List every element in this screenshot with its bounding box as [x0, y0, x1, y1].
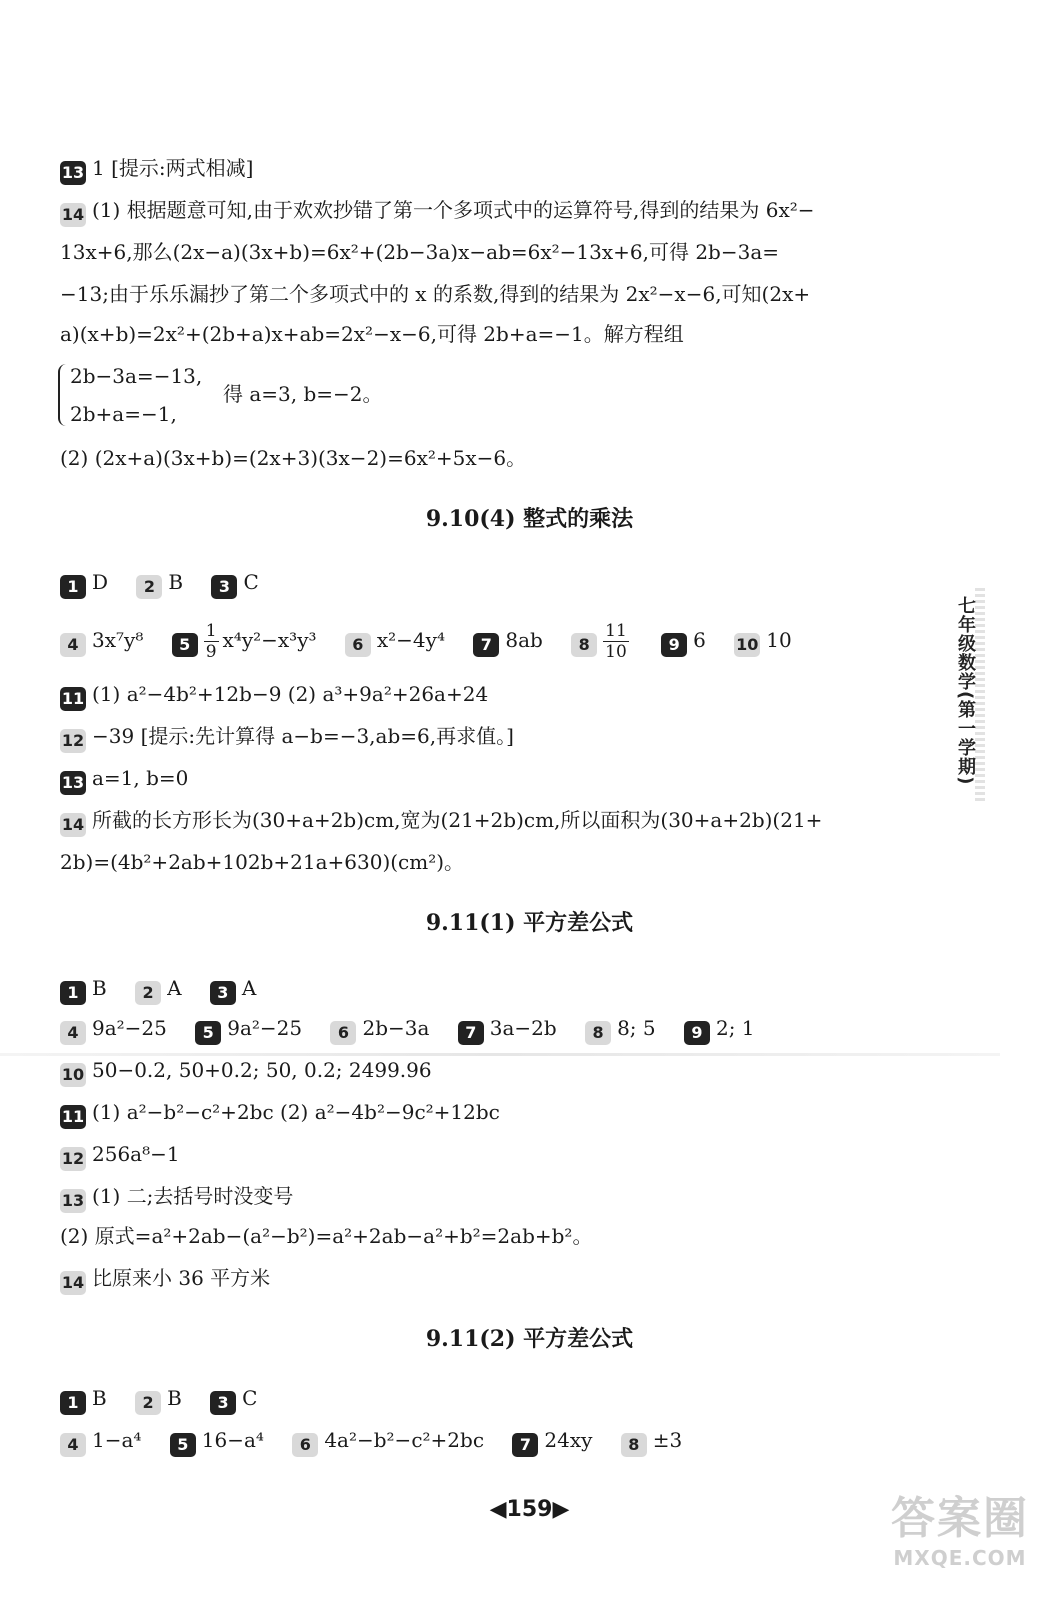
- side-label: 七年级数学(第一学期): [955, 596, 976, 786]
- answer-item: [60, 1014, 167, 1045]
- answer-14: [60, 806, 822, 837]
- answer-text: 1−a⁴: [92, 1428, 142, 1452]
- section-title: 9.11(2) 平方差公式: [425, 1326, 634, 1352]
- fraction-numerator: 11: [605, 621, 627, 641]
- answer-text: (1) a²−4b²+12b−9 (2) a³+9a²+26a+24: [92, 682, 489, 706]
- answer-item: [60, 1384, 107, 1415]
- answer-text: ±3: [652, 1428, 683, 1452]
- fraction-denominator: 10: [605, 642, 627, 662]
- answer-item: [135, 1384, 182, 1415]
- fraction: [603, 621, 629, 662]
- question-number-badge: 14: [60, 813, 86, 837]
- question-number-badge: 14: [60, 1271, 86, 1295]
- answer-row: [60, 1426, 704, 1457]
- answer-text: 24xy: [544, 1428, 593, 1452]
- question-number-badge: 12: [60, 1147, 86, 1171]
- system-result: 得 a=3, b=−2。: [223, 382, 383, 406]
- answer-13: [60, 764, 188, 795]
- answer-item: [60, 1426, 141, 1457]
- answer-13-top: [60, 154, 253, 185]
- fraction-numerator: 1: [205, 621, 217, 641]
- answer-item: [210, 1384, 257, 1415]
- answer-text: A: [167, 976, 182, 1000]
- answer-item: [210, 974, 256, 1005]
- answer-text: a=1, b=0: [92, 766, 189, 790]
- answer-item: [512, 1426, 592, 1457]
- answer-item: [684, 1014, 755, 1045]
- answer-item: [211, 568, 258, 599]
- question-number-badge: 3: [211, 575, 237, 599]
- answer-10: [60, 1056, 432, 1087]
- answer-text: 3x⁷y⁸: [92, 628, 144, 652]
- answer-14-line4: a)(x+b)=2x²+(2b+a)x+ab=2x²−x−6,可得 2b+a=−1。解方程组: [60, 322, 684, 346]
- question-number-badge: 1: [60, 1391, 86, 1415]
- question-number-badge: 13: [60, 161, 86, 185]
- answer-item: [661, 620, 706, 660]
- answer-item: [292, 1426, 484, 1457]
- answer-row: [60, 568, 281, 599]
- answer-text: B: [167, 1386, 182, 1410]
- answer-item: [136, 568, 183, 599]
- question-number-badge: 12: [60, 729, 86, 753]
- watermark-en: MXQE.COM: [893, 1546, 1027, 1570]
- answer-text: C: [242, 1386, 258, 1410]
- page-number: ◀159▶: [489, 1497, 570, 1522]
- answer-13: [60, 1182, 293, 1213]
- section-title: 9.10(4) 整式的乘法: [425, 506, 634, 532]
- watermark-cn: 答案圈: [891, 1493, 1029, 1544]
- answer-item: [60, 568, 108, 599]
- answer-text: (1) 二;去括号时没变号: [92, 1184, 294, 1208]
- answer-item: [345, 620, 445, 660]
- answer-row: [60, 1014, 777, 1045]
- answer-14-line5: (2) (2x+a)(3x+b)=(2x+3)(3x−2)=6x²+5x−6。: [60, 446, 527, 470]
- answer-14-line2: 2b)=(4b²+2ab+102b+21a+630)(cm²)。: [60, 850, 465, 874]
- answer-text: C: [243, 570, 259, 594]
- answer-text: B: [92, 1386, 107, 1410]
- answer-text: 所截的长方形长为(30+a+2b)cm,宽为(21+2b)cm,所以面积为(30+a+2b)(21+: [92, 808, 823, 832]
- question-number-badge: 9: [661, 633, 687, 657]
- answer-text: 9a²−25: [92, 1016, 167, 1040]
- answer-text: 6: [693, 628, 706, 652]
- fraction-denominator: 9: [205, 642, 217, 662]
- answer-item: [734, 620, 791, 660]
- question-number-badge: 2: [135, 981, 161, 1005]
- question-number-badge: 6: [345, 633, 371, 657]
- answer-11: [60, 1098, 500, 1129]
- answer-row: [60, 974, 278, 1005]
- question-number-badge: 5: [170, 1433, 196, 1457]
- system-eq1: 2b−3a=−13,: [70, 364, 203, 388]
- answer-text: 1 [提示:两式相减]: [92, 156, 254, 180]
- answer-text: 2b−3a: [362, 1016, 430, 1040]
- answer-item: [458, 1014, 557, 1045]
- answer-text: 256a⁸−1: [92, 1142, 180, 1166]
- answer-14-line3: −13;由于乐乐漏抄了第二个多项式中的 x 的系数,得到的结果为 2x²−x−6,可知(2x+: [60, 282, 811, 306]
- answer-text: 4a²−b²−c²+2bc: [324, 1428, 485, 1452]
- question-number-badge: 8: [571, 633, 597, 657]
- question-number-badge: 5: [172, 633, 198, 657]
- answer-item: [473, 620, 542, 660]
- question-number-badge: 8: [621, 1433, 647, 1457]
- question-number-badge: 11: [60, 687, 86, 711]
- question-number-badge: 7: [458, 1021, 484, 1045]
- answer-item: [330, 1014, 429, 1045]
- answer-item: [571, 620, 633, 662]
- question-number-badge: 13: [60, 771, 86, 795]
- question-number-badge: 4: [60, 1433, 86, 1457]
- question-number-badge: 4: [60, 1021, 86, 1045]
- answer-item: [60, 974, 107, 1005]
- answer-text: A: [241, 976, 257, 1000]
- answer-14: [60, 1264, 270, 1295]
- answer-14-line1: [60, 196, 815, 227]
- answer-text: 9a²−25: [227, 1016, 303, 1040]
- section-title: 9.11(1) 平方差公式: [425, 910, 634, 936]
- answer-text: 16−a⁴: [201, 1428, 264, 1452]
- answer-14-line2: 13x+6,那么(2x−a)(3x+b)=6x²+(2b−3a)x−ab=6x²−13x+6,可得 2b−3a=: [60, 240, 780, 264]
- answer-item: [621, 1426, 682, 1457]
- question-number-badge: 2: [135, 1391, 161, 1415]
- question-number-badge: 13: [60, 1189, 86, 1213]
- answer-13-line2: (2) 原式=a²+2ab−(a²−b²)=a²+2ab−a²+b²=2ab+b²。: [60, 1224, 593, 1248]
- answer-text: 比原来小 36 平方米: [92, 1266, 271, 1290]
- answer-text: 8; 5: [617, 1016, 656, 1040]
- answer-item: [172, 620, 317, 662]
- answer-item: [170, 1426, 264, 1457]
- brace-icon: [58, 364, 68, 426]
- answer-11: [60, 680, 488, 711]
- answer-text: D: [92, 570, 109, 594]
- question-number-badge: 11: [60, 1105, 86, 1129]
- question-number-badge: 3: [210, 1391, 236, 1415]
- answer-item: [195, 1014, 302, 1045]
- watermark-logo: [885, 1482, 1035, 1582]
- answer-item: [60, 620, 143, 660]
- answer-text: 8ab: [505, 628, 543, 652]
- question-number-badge: 1: [60, 981, 86, 1005]
- answer-text: (1) 根据题意可知,由于欢欢抄错了第一个多项式中的运算符号,得到的结果为 6x²−: [92, 198, 815, 222]
- answer-text: 50−0.2, 50+0.2; 50, 0.2; 2499.96: [92, 1058, 432, 1082]
- question-number-badge: 5: [195, 1021, 221, 1045]
- question-number-badge: 7: [512, 1433, 538, 1457]
- answer-text: 10: [766, 628, 792, 652]
- question-number-badge: 14: [60, 203, 86, 227]
- answer-text: (1) a²−b²−c²+2bc (2) a²−4b²−9c²+12bc: [92, 1100, 500, 1124]
- question-number-badge: 10: [734, 633, 760, 657]
- question-number-badge: 1: [60, 575, 86, 599]
- fraction: [204, 621, 219, 662]
- answer-text: −39 [提示:先计算得 a−b=−3,ab=6,再求值。]: [92, 724, 514, 748]
- answer-12: [60, 722, 514, 753]
- system-eq2: 2b+a=−1,: [70, 402, 177, 426]
- question-number-badge: 8: [585, 1021, 611, 1045]
- question-number-badge: 10: [60, 1063, 86, 1087]
- question-number-badge: 6: [330, 1021, 356, 1045]
- answer-text: 3a−2b: [489, 1016, 557, 1040]
- answer-item: [135, 974, 181, 1005]
- question-number-badge: 6: [292, 1433, 318, 1457]
- question-number-badge: 7: [473, 633, 499, 657]
- answer-text: B: [92, 976, 107, 1000]
- answer-item: [585, 1014, 656, 1045]
- answer-text: x⁴y²−x³y³: [222, 628, 317, 652]
- question-number-badge: 2: [136, 575, 162, 599]
- question-number-badge: 4: [60, 633, 86, 657]
- question-number-badge: 9: [684, 1021, 710, 1045]
- answer-12: [60, 1140, 180, 1171]
- answer-row: [60, 620, 814, 662]
- question-number-badge: 3: [210, 981, 236, 1005]
- answer-text: x²−4y⁴: [376, 628, 445, 652]
- answer-row: [60, 1384, 279, 1415]
- answer-text: B: [168, 570, 184, 594]
- answer-text: 2; 1: [715, 1016, 755, 1040]
